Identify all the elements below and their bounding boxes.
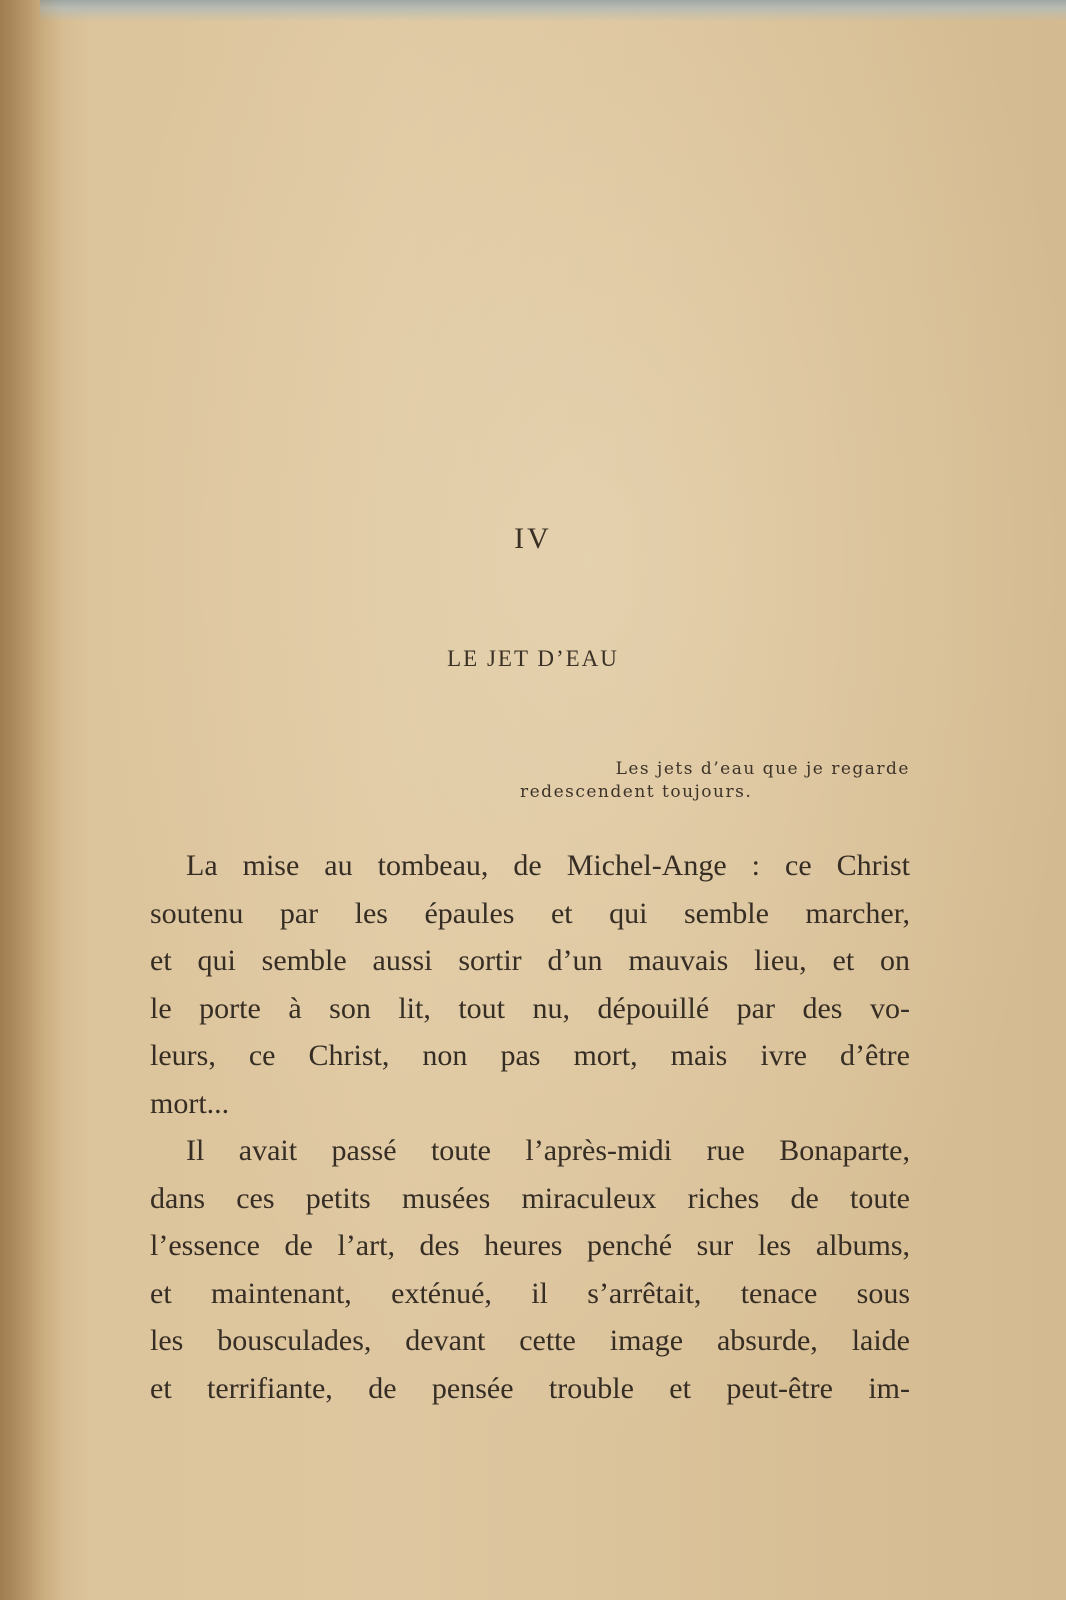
text-line: et terrifiante, de pensée trouble et peut-être im-: [150, 1371, 910, 1405]
epigraph-line: redescendent toujours.: [520, 782, 753, 802]
epigraph-line: Les jets d’eau que je regarde: [615, 759, 910, 779]
page-top-edge: [40, 0, 1066, 22]
text-line: Il avait passé toute l’après-midi rue Bonaparte,: [186, 1134, 910, 1167]
text-line: et maintenant, exténué, il s’arrêtait, tenace sous: [150, 1276, 910, 1310]
paragraph-2: [150, 1127, 910, 1412]
paragraph-1: [150, 842, 910, 1127]
epigraph: [520, 758, 910, 804]
text-line: et qui semble aussi sortir d’un mauvais lieu, et on: [150, 944, 910, 977]
text-line: mort...: [150, 1086, 230, 1120]
text-line: l’essence de l’art, des heures penché sur les albums,: [150, 1229, 910, 1262]
binding-shadow: [0, 0, 62, 1600]
text-line: le porte à son lit, tout nu, dépouillé par des vo-: [150, 991, 910, 1025]
text-line: La mise au tombeau, de Michel-Ange : ce Christ: [186, 849, 910, 882]
text-line: les bousculades, devant cette image absurde, laide: [150, 1324, 910, 1357]
text-line: leurs, ce Christ, non pas mort, mais ivre d’être: [150, 1039, 910, 1072]
text-line: soutenu par les épaules et qui semble marcher,: [150, 896, 910, 930]
body-text: [150, 842, 910, 1412]
chapter-number: IV: [514, 522, 552, 555]
text-line: dans ces petits musées miraculeux riches de toute: [150, 1181, 910, 1215]
chapter-title: LE JET D’EAU: [447, 646, 619, 671]
